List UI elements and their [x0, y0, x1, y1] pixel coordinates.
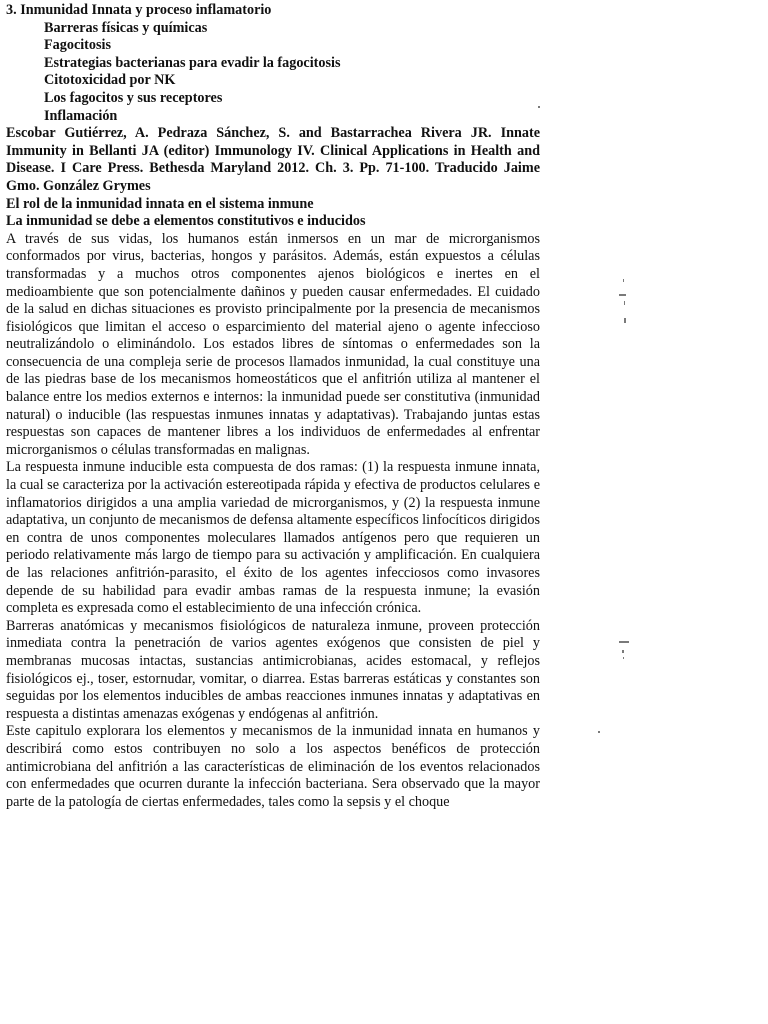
scan-speck: [619, 641, 629, 643]
topic-list: [6, 20, 540, 126]
citation: Escobar Gutiérrez, A. Pedraza Sánchez, S. and Bastarrachea Rivera JR. Innate Immunity in Bellanti JA (editor) Immunology IV. Clinical Applications in Health and Disease. I Care Press. Bethesda Maryland 2012. Ch. 3. Pp. 71-100. Traducido Jaime Gmo. González Grymes: [6, 125, 540, 194]
document-body: [6, 2, 540, 811]
scan-speck: [619, 294, 626, 296]
topic-item: Barreras físicas y químicas: [44, 19, 208, 36]
paragraph: Barreras anatómicas y mecanismos fisiológicos de naturaleza inmune, proveen protección inmediata contra la penetración de varios agentes exógenos que consisten de piel y membranas mucosas intactas, sustancias antimicrobianas, acides estomacal, y reflejos fisiológicos ej., toser, estornudar, vomitar, o diarrea. Estas barreras estáticas y constantes son seguidas por los elementos inducibles de ambas reacciones inmunes innatas y adaptativas en respuesta a distintas amenazas exógenas y endógenas al anfitrión.: [6, 617, 540, 722]
topic-item: Los fagocitos y sus receptores: [44, 89, 223, 106]
section-title: 3. Inmunidad Innata y proceso inflamatorio: [6, 2, 272, 18]
scan-speck: [622, 650, 624, 653]
paragraph: Este capitulo explorara los elementos y mecanismos de la inmunidad innata en humanos y describirá como estos contribuyen no solo a los aspectos benéficos de protección antimicrobiana del anfitrión a las características de eliminación de los eventos relacionados con enfermedades que ocurren durante la infección bacteriana. Sera observado que la mayor parte de la patología de ciertas enfermedades, tales como la sepsis y el choque: [6, 723, 540, 810]
paragraph: La respuesta inmune inducible esta compuesta de dos ramas: (1) la respuesta inmune innata, la cual se caracteriza por la activación estereotipada rápida y efectiva de productos celulares e inflamatorios dirigidos a una amplia variedad de microrganismos, y (2) la respuesta inmune adaptativa, un conjunto de mecanismos de defensa altamente específicos linfocíticos dirigidos en contra de unos componentes moleculares llamados antígenos pero que requieren un periodo relativamente más largo de tiempo para su activación y amplificación. En cualquiera de las relaciones anfitrión-parasito, el éxito de los agentes infecciosos como invasores depende de su habilidad para evadir ambas ramas de la respuesta inmune; la evasión completa es expresada como el establecimiento de una infección crónica.: [6, 459, 540, 617]
scan-speck: [624, 301, 625, 305]
paragraph: A través de sus vidas, los humanos están inmersos en un mar de microrganismos conformados por virus, bacterias, hongos y parásitos. Además, están expuestos a células transformadas y a muchos otros componentes ajenos biológicos e inertes en el medioambiente que son potencialmente dañinos y pueden causar enfermedades. El cuidado de la salud en dichas situaciones es provisto principalmente por la presencia de mecanismos fisiológicos que limitan el acceso o esparcimiento del material ajeno o agente infeccioso neutralizándolo o eliminándolo. Los estados libres de síntomas o enfermedades son la consecuencia de una compleja serie de procesos llamados inmunidad, la cual constituye una de las piedras base de los mecanismos homeostáticos que el anfitrión utiliza al mantener el balance entre los medios externos e internos: la inmunidad puede ser constitutiva (inmunidad natural) o inducible (las respuestas inmunes innatas y adaptativas). Trabajando juntas estas respuestas son capaces de mantener libres a los individuos de enfermedades al enfrentar microrganismos o células transformadas en malignas.: [6, 230, 540, 458]
topic-item: Inflamación: [44, 107, 118, 124]
heading-constitutive-induced: La inmunidad se debe a elementos constitutivos e inducidos: [6, 213, 366, 230]
scan-speck: [623, 279, 624, 282]
topic-item: Citotoxicidad por NK: [44, 72, 176, 89]
scan-speck: [538, 106, 540, 108]
blank-margin: [0, 850, 768, 1024]
scan-speck: [624, 318, 626, 323]
scan-speck: [623, 657, 624, 659]
topic-item: Estrategias bacterianas para evadir la fagocitosis: [44, 54, 341, 71]
heading-role-innate-immunity: El rol de la inmunidad innata en el sistema inmune: [6, 195, 314, 212]
topic-item: Fagocitosis: [44, 37, 111, 54]
scan-speck: [598, 731, 600, 733]
